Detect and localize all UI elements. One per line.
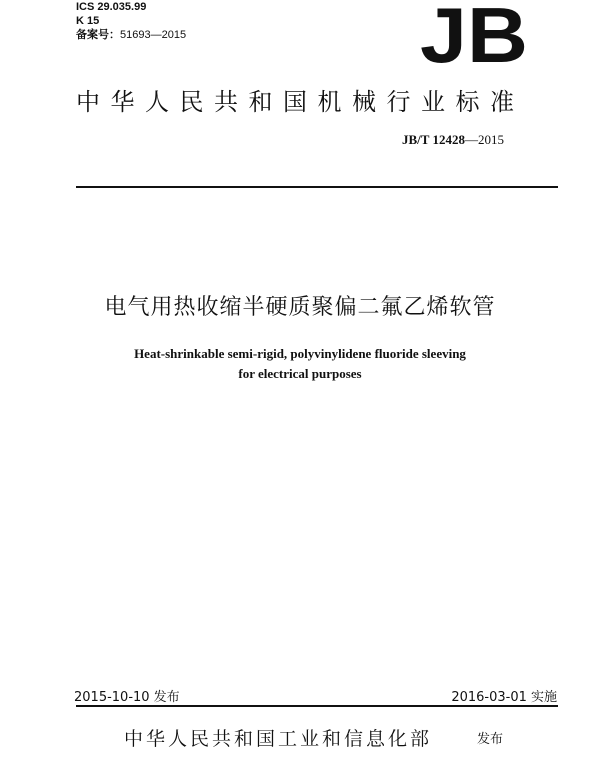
issuer-name: 中华人民共和国工业和信息化部 — [124, 728, 433, 750]
implement-date: 2016-03-01 实施 — [451, 690, 557, 705]
ccs-number: K 15 — [76, 15, 100, 27]
title-chinese: 电气用热收缩半硬质聚偏二氟乙烯软管 — [104, 295, 496, 320]
record-number — [76, 29, 186, 42]
issuer-suffix: 发布 — [477, 732, 504, 747]
title-english-line2: for electrical purposes — [238, 366, 362, 381]
publish-date: 2015-10-10 发布 — [74, 690, 180, 705]
ics-number: ICS 29.035.99 — [76, 1, 147, 13]
record-label: 备案号： — [76, 29, 120, 41]
top-divider — [76, 186, 558, 188]
jb-logo-text: JB — [420, 4, 528, 66]
bottom-divider — [76, 705, 558, 707]
record-value: 51693—2015 — [120, 29, 187, 41]
title-english-line1: Heat-shrinkable semi-rigid, polyvinylidene fluoride sleeving — [134, 346, 466, 361]
standard-code — [402, 132, 504, 148]
jb-logo — [418, 4, 530, 66]
standard-type: 中华人民共和国机械行业标准 — [76, 88, 525, 116]
standard-code-number: JB/T 12428 — [402, 132, 465, 147]
standard-code-year: —2015 — [464, 132, 504, 147]
